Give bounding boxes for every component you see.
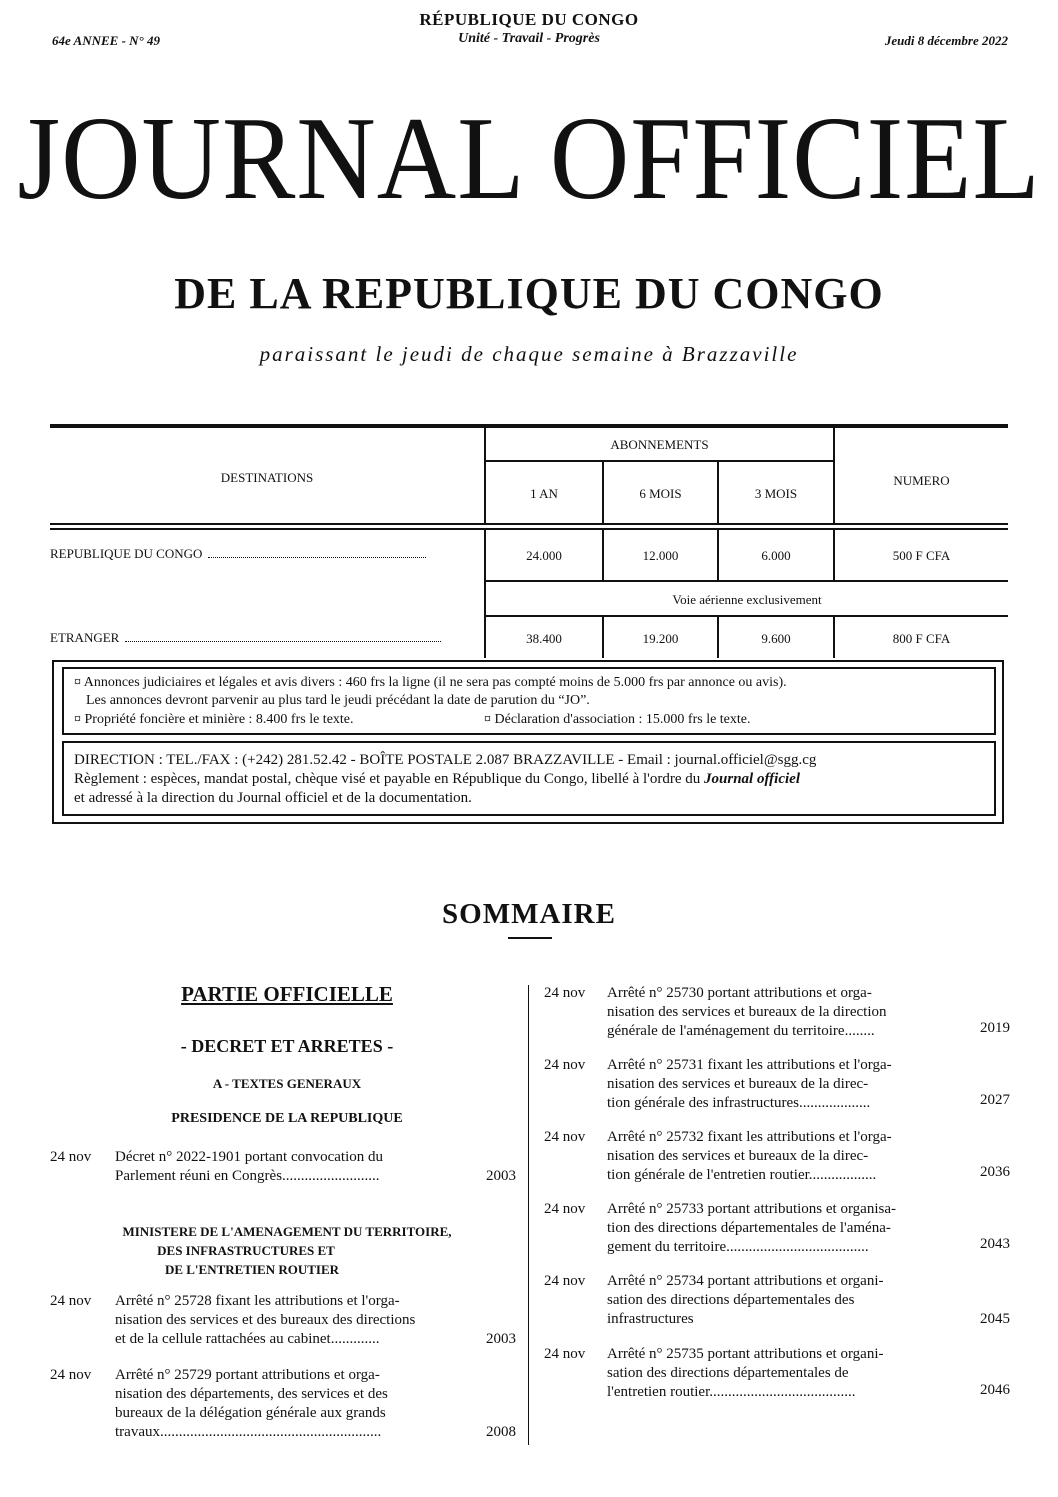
journal-tagline: paraissant le jeudi de chaque semaine à Brazzaville — [259, 342, 799, 366]
announcement-rate: ¤ Annonces judiciaires et légales et avis divers : 460 frs la ligne (il ne sera pas compté moins de 5.000 frs par annonce ou avis). — [74, 675, 787, 690]
price-congo-3mois: 6.000 — [761, 548, 791, 563]
payment-terms: Règlement : espèces, mandat postal, chèque visé et payable en République du Congo, libellé à l'ordre du Journal officiel — [74, 771, 800, 787]
property-rate: ¤ Propriété foncière et minière : 8.400 frs le texte. — [74, 712, 354, 727]
abonnements-header: ABONNEMENTS — [610, 437, 709, 452]
association-rate: ¤ Déclaration d'association : 15.000 frs le texte. — [484, 712, 751, 727]
numero-header: NUMERO — [893, 473, 950, 488]
numero-congo: 500 F CFA — [892, 548, 951, 563]
toc-entry[interactable]: 24 nov Arrêté n° 25728 fixant les attributions et l'orga- nisation des services et des bureaux des directions et de la cellule rattachées au cabinet............. 2003 — [50, 1293, 516, 1347]
toc-entry[interactable]: 24 nov Décret n° 2022-1901 portant convocation du Parlement réuni en Congrès.......................... 2003 — [50, 1149, 516, 1184]
sommaire-title: SOMMAIRE — [442, 898, 616, 930]
dest-etranger: ETRANGER — [50, 630, 441, 646]
presidence-heading: PRESIDENCE DE LA REPUBLIQUE — [171, 1111, 403, 1126]
issue-number: 64e ANNEE - N° 49 — [52, 33, 160, 48]
price-congo-6mois: 12.000 — [642, 548, 679, 563]
sommaire-underline — [508, 937, 552, 939]
ministere-heading: MINISTERE DE L'AMENAGEMENT DU TERRITOIRE, DES INFRASTRUCTURES ET DE L'ENTRETIEN ROUTIER — [122, 1224, 452, 1277]
table-top-rule — [50, 424, 1008, 428]
column-divider — [528, 985, 529, 1445]
price-etranger-3mois: 9.600 — [761, 631, 791, 646]
toc-entry[interactable]: 24 nov Arrêté n° 25732 fixant les attributions et l'orga- nisation des services et bureaux de la direc- tion générale de l'entretien routier.................. 2036 — [544, 1129, 1010, 1183]
direction-contact: DIRECTION : TEL./FAX : (+242) 281.52.42 - BOÎTE POSTALE 2.087 BRAZZAVILLE - Email : journal.officiel@sgg.cg — [74, 752, 817, 768]
price-etranger-1an: 38.400 — [526, 631, 562, 646]
toc-entry[interactable]: 24 nov Arrêté n° 25730 portant attributions et orga- nisation des services et bureaux de la direction générale de l'aménagement du territoire........ 2019 — [544, 985, 1010, 1039]
issue-date: Jeudi 8 décembre 2022 — [884, 33, 1008, 48]
journal-title: JOURNAL OFFICIEL — [17, 92, 1041, 224]
journal-subtitle: DE LA REPUBLIQUE DU CONGO — [174, 269, 884, 318]
payment-address: et adressé à la direction du Journal officiel et de la documentation. — [74, 790, 472, 806]
destinations-header: DESTINATIONS — [220, 470, 314, 485]
decrets-heading: - DECRET ET ARRETES - — [180, 1036, 394, 1056]
period-1an: 1 AN — [530, 486, 558, 501]
toc-entry[interactable]: 24 nov Arrêté n° 25729 portant attributions et orga- nisation des départements, des services et des bureaux de la délégation générale aux grands travaux........................................................... 2008 — [50, 1367, 516, 1440]
toc-entry[interactable]: 24 nov Arrêté n° 25734 portant attributions et organi- sation des directions départementales des infrastructures 2045 — [544, 1273, 1010, 1327]
toc-entry[interactable]: 24 nov Arrêté n° 25731 fixant les attributions et l'orga- nisation des services et bureaux de la direc- tion générale des infrastructures................... 2027 — [544, 1057, 1010, 1111]
numero-etranger: 800 F CFA — [892, 631, 951, 646]
price-congo-1an: 24.000 — [526, 548, 562, 563]
period-6mois: 6 MOIS — [639, 486, 682, 501]
national-motto: Unité - Travail - Progrès — [458, 31, 600, 46]
announcement-deadline: Les annonces devront parvenir au plus tard le jeudi précédant la date de parution du “JO”. — [86, 693, 590, 708]
country-name: RÉPUBLIQUE DU CONGO — [419, 10, 639, 29]
partie-officielle-heading: PARTIE OFFICIELLE — [181, 982, 393, 1006]
toc-entry[interactable]: 24 nov Arrêté n° 25733 portant attributions et organisa- tion des directions départementales de l'aména- gement du territoire...................................... 2043 — [544, 1201, 1010, 1255]
textes-generaux-heading: A - TEXTES GENERAUX — [212, 1076, 362, 1091]
toc-entry[interactable]: 24 nov Arrêté n° 25735 portant attributions et organi- sation des directions départementales de l'entretien routier....................................... 2046 — [544, 1346, 1010, 1400]
period-3mois: 3 MOIS — [754, 486, 798, 501]
dest-congo: REPUBLIQUE DU CONGO — [50, 546, 426, 562]
air-mail-note: Voie aérienne exclusivement — [672, 592, 822, 607]
price-etranger-6mois: 19.200 — [642, 631, 679, 646]
